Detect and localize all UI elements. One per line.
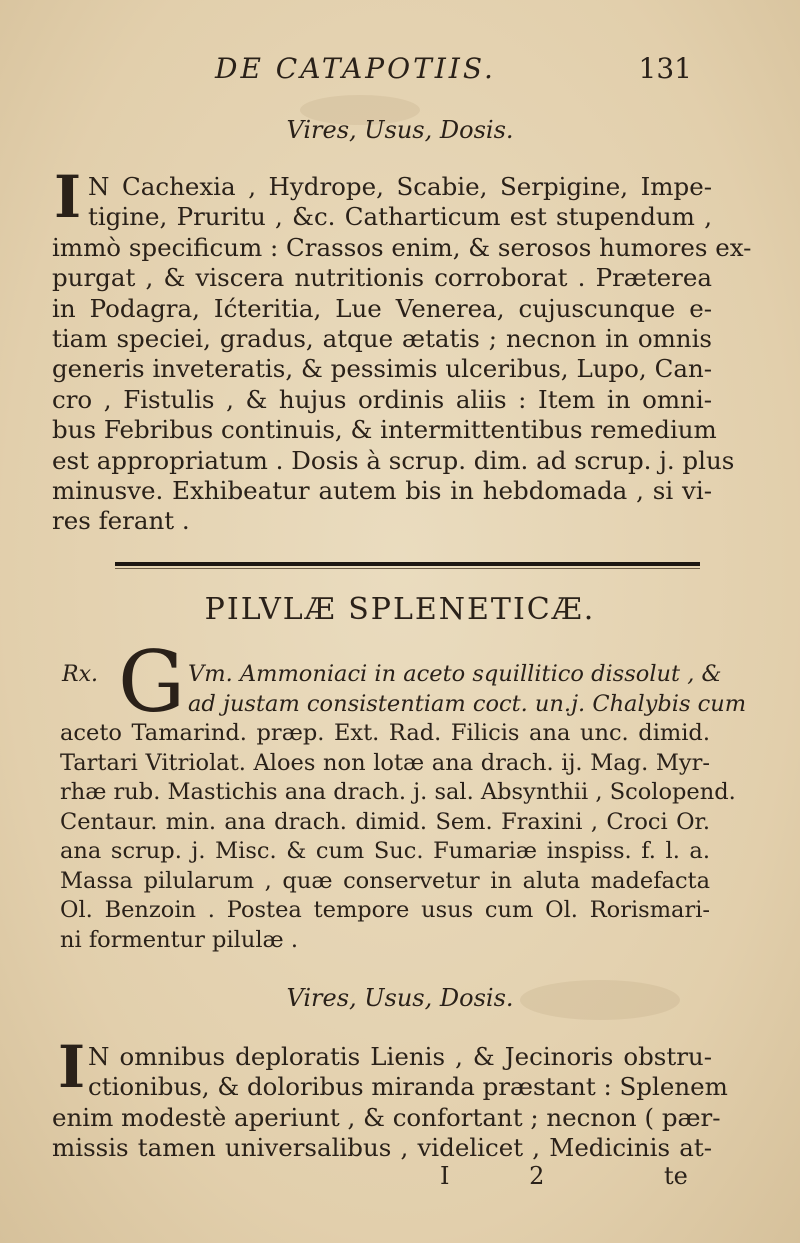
text-line: est appropriatum . Dosis à scrup. dim. ad scrup. j. plus: [52, 445, 735, 475]
section-title: PILVLÆ SPLENETICÆ.: [204, 592, 596, 627]
text-line: in Podagra, Ićteritia, Lue Venerea, cujuscunque e-: [52, 293, 712, 323]
text-line: Tartari Vitriolat. Aloes non lotæ ana drach. ij. Mag. Myr-: [60, 749, 710, 776]
drop-capital: I: [54, 163, 82, 231]
section-subhead: Vires, Usus, Dosis.: [286, 984, 514, 1012]
text-line: Ol. Benzoin . Postea tempore usus cum Ol. Rorismari-: [60, 897, 710, 923]
text-line: tiam speciei, gradus, atque ætatis ; necnon in omnis: [52, 324, 712, 354]
running-title: DE CATAPOTIIS.: [215, 52, 496, 85]
running-header: [200, 52, 740, 92]
drop-capital: G: [118, 633, 186, 731]
text-line: ni formentur pilulæ .: [60, 926, 298, 953]
text-line: ctionibus, & doloribus miranda præstant : Splenem: [88, 1072, 728, 1102]
paragraph: [52, 1042, 728, 1164]
paragraph: [52, 172, 752, 537]
text-line: Vm. Ammoniaci in aceto squillitico dissolut , &: [188, 661, 722, 687]
text-line: generis inveteratis, & pessimis ulceribus, Lupo, Can-: [52, 354, 712, 384]
recipe-symbol: Rx.: [62, 662, 98, 687]
drop-capital: I: [58, 1033, 86, 1101]
text-line: Massa pilularum , quæ conservetur in aluta madefacta: [60, 867, 710, 894]
text-line: aceto Tamarind. præp. Ext. Rad. Filicis ana unc. dimid.: [60, 720, 710, 746]
text-line: cro , Fistulis , & hujus ordinis aliis : Item in omni-: [52, 384, 712, 414]
recipe-text: [60, 660, 747, 955]
section-rule-thin: [115, 568, 700, 569]
text-line: ana scrup. j. Misc. & cum Suc. Fumariæ inspiss. f. l. a.: [60, 838, 710, 864]
catchword: te: [664, 1162, 688, 1190]
text-line: tigine, Pruritu , &c. Catharticum est stupendum ,: [88, 202, 712, 232]
page-number: 131: [638, 52, 692, 85]
text-line: N Cachexia , Hydrope, Scabie, Serpigine, Impe-: [88, 172, 712, 201]
text-line: rhæ rub. Mastichis ana drach. j. sal. Absynthii , Scolopend.: [60, 779, 736, 805]
text-line: bus Febribus continuis, & intermittentibus remedium: [52, 415, 717, 445]
section-rule: [115, 562, 700, 566]
text-line: enim modestè aperiunt , & confortant ; necnon ( pær-: [52, 1102, 721, 1132]
text-line: missis tamen universalibus , videlicet , Medicinis at-: [52, 1133, 712, 1163]
text-line: Centaur. min. ana drach. dimid. Sem. Fraxini , Croci Or.: [60, 808, 710, 835]
text-line: immò specificum : Crassos enim, & serosos humores ex-: [52, 232, 752, 262]
text-line: ad justam consistentiam coct. un.j. Chalybis cum: [188, 690, 747, 717]
text-line: minusve. Exhibeatur autem bis in hebdomada , si vi-: [52, 476, 712, 506]
section-subhead: Vires, Usus, Dosis.: [286, 116, 514, 144]
signature-mark: I 2: [440, 1162, 581, 1190]
text-line: purgat , & viscera nutritionis corroborat . Præterea: [52, 263, 712, 293]
text-line: N omnibus deploratis Lienis , & Jecinoris obstru-: [88, 1042, 712, 1071]
text-line: res ferant .: [52, 506, 190, 536]
